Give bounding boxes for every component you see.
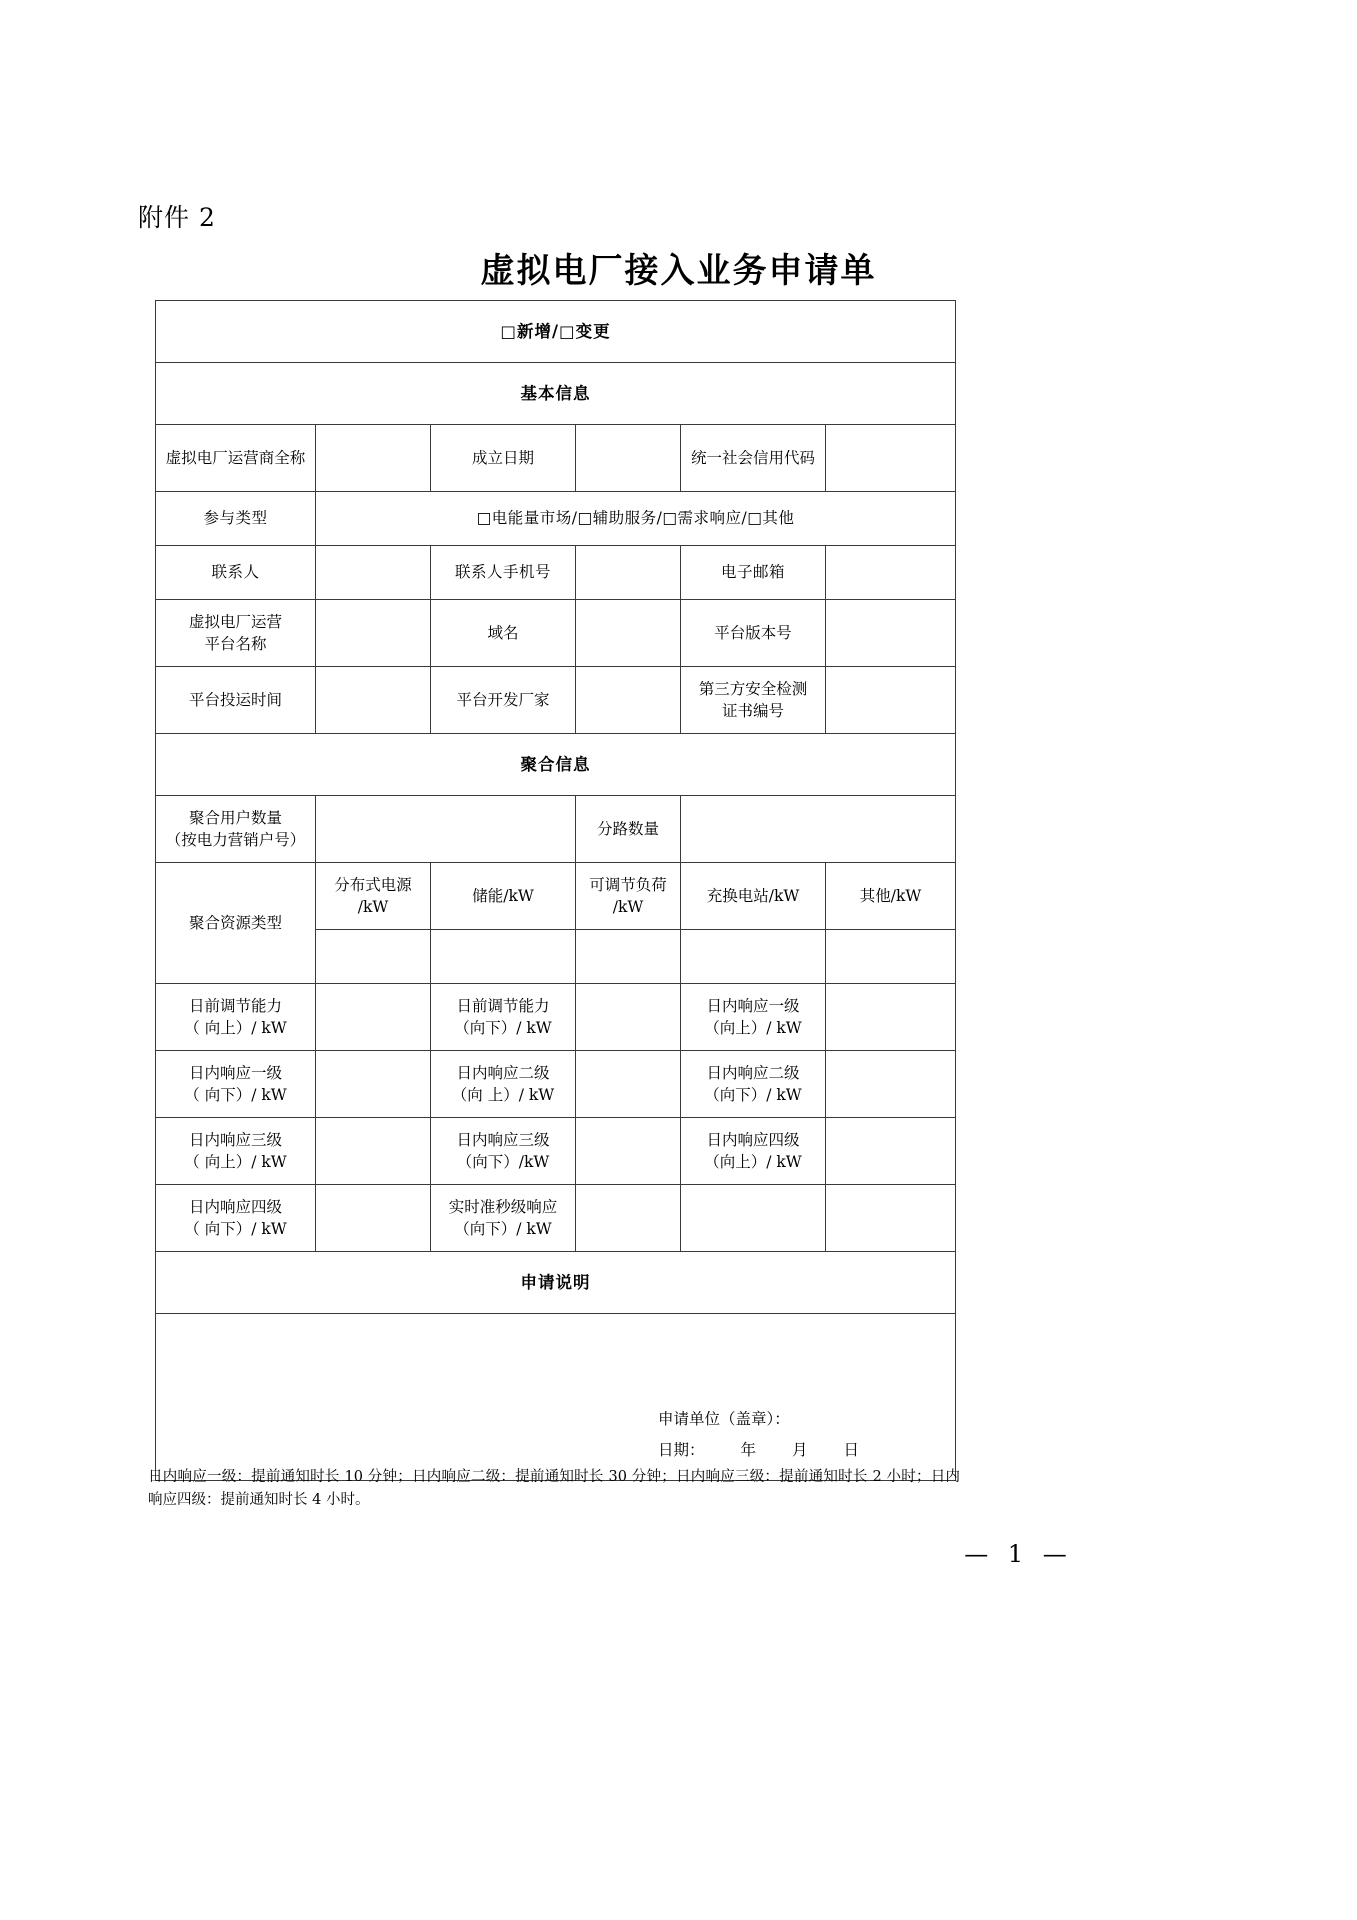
label-capability-0-c — [681, 984, 826, 1051]
input-platform-name[interactable] — [316, 600, 431, 667]
signature-unit: 申请单位（盖章）： — [657, 1410, 790, 1428]
signature-date-label: 日期： — [657, 1441, 705, 1459]
label-platform-vendor: 平台开发厂家 — [431, 667, 576, 734]
label-platform-version: 平台版本号 — [681, 600, 826, 667]
label-branch-count: 分路数量 — [576, 796, 681, 863]
input-charging-station[interactable] — [681, 930, 826, 984]
table-row — [156, 1051, 956, 1118]
label-capability-2-c-line2: （向上）/ kW — [704, 1153, 802, 1171]
section-header-explain: 申请说明 — [156, 1252, 956, 1314]
label-capability-2-b-line2: （向下）/kW — [456, 1153, 550, 1171]
label-distributed-generation — [316, 863, 431, 930]
label-capability-0-b-line1: 日前调节能力 — [456, 996, 550, 1015]
input-commission-time[interactable] — [316, 667, 431, 734]
input-security-cert[interactable] — [826, 667, 956, 734]
input-establish-date[interactable] — [576, 425, 681, 492]
label-capability-1-a-line2: （ 向下）/ kW — [184, 1086, 287, 1104]
table-row-explain-body — [156, 1314, 956, 1481]
label-credit-code: 统一社会信用代码 — [681, 425, 826, 492]
table-row — [156, 1118, 956, 1185]
label-operator-name: 虚拟电厂运营商全称 — [156, 425, 316, 492]
signature-block — [658, 1404, 859, 1466]
label-aggregated-users-line1: 聚合用户数量 — [188, 808, 282, 827]
input-participation-type[interactable]: □电能量市场/□辅助服务/□需求响应/□其他 — [316, 492, 956, 546]
input-credit-code[interactable] — [826, 425, 956, 492]
label-commission-time: 平台投运时间 — [156, 667, 316, 734]
label-capability-3-b — [431, 1185, 576, 1252]
table-row-section-basic — [156, 363, 956, 425]
label-establish-date: 成立日期 — [431, 425, 576, 492]
input-capability-0-b[interactable] — [576, 984, 681, 1051]
label-capability-3-a — [156, 1185, 316, 1252]
label-aggregated-users-line2: （按电力营销户号） — [165, 831, 306, 849]
label-capability-0-a-line1: 日前调节能力 — [188, 996, 282, 1015]
page-number-value: — 1 — — [964, 1540, 1073, 1568]
input-email[interactable] — [826, 546, 956, 600]
label-other-resource: 其他/kW — [826, 863, 956, 930]
input-domain[interactable] — [576, 600, 681, 667]
label-capability-2-c — [681, 1118, 826, 1185]
label-capability-1-a-line1: 日内响应一级 — [188, 1063, 282, 1082]
label-capability-2-b — [431, 1118, 576, 1185]
section-header-basic: 基本信息 — [156, 363, 956, 425]
label-security-cert-line2: 证书编号 — [721, 702, 784, 720]
label-platform-name-line2: 平台名称 — [204, 635, 267, 653]
footnote-text: 日内响应一级：提前通知时长 10 分钟；日内响应二级：提前通知时长 30 分钟；日内响应三级：提前通知时长 2 小时；日内响应四级：提前通知时长 4 小时。 — [148, 1469, 960, 1509]
table-row — [156, 984, 956, 1051]
explain-textarea[interactable] — [156, 1314, 956, 1481]
input-contact-person[interactable] — [316, 546, 431, 600]
input-capability-3-a[interactable] — [316, 1185, 431, 1252]
label-capability-1-c-line2: （向下）/ kW — [704, 1086, 802, 1104]
label-capability-2-a-line1: 日内响应三级 — [188, 1130, 282, 1149]
input-capability-3-c1[interactable] — [681, 1185, 826, 1252]
label-capability-1-b-line2: （向 上）/ kW — [451, 1086, 555, 1104]
input-aggregated-users[interactable] — [316, 796, 576, 863]
input-capability-2-b[interactable] — [576, 1118, 681, 1185]
input-operator-name[interactable] — [316, 425, 431, 492]
input-capability-0-c[interactable] — [826, 984, 956, 1051]
label-capability-0-b — [431, 984, 576, 1051]
label-capability-3-b-line2: （向下）/ kW — [454, 1220, 552, 1238]
label-capability-0-b-line2: （向下）/ kW — [454, 1019, 552, 1037]
label-platform-name-line1: 虚拟电厂运营 — [188, 612, 282, 631]
signature-year: 年 — [740, 1441, 756, 1459]
label-capability-2-a — [156, 1118, 316, 1185]
label-capability-3-a-line2: （ 向下）/ kW — [184, 1220, 287, 1238]
label-contact-phone: 联系人手机号 — [431, 546, 576, 600]
input-capability-3-b[interactable] — [576, 1185, 681, 1252]
input-other-resource[interactable] — [826, 930, 956, 984]
signature-date — [658, 1435, 859, 1466]
input-branch-count[interactable] — [681, 796, 956, 863]
input-capability-0-a[interactable] — [316, 984, 431, 1051]
label-distributed-generation-line1: 分布式电源 — [334, 875, 412, 894]
label-resource-type: 聚合资源类型 — [156, 863, 316, 984]
input-platform-vendor[interactable] — [576, 667, 681, 734]
input-capability-1-a[interactable] — [316, 1051, 431, 1118]
input-capability-2-c[interactable] — [826, 1118, 956, 1185]
page-title: 虚拟电厂接入业务申请单 — [480, 251, 877, 291]
input-distributed-generation[interactable] — [316, 930, 431, 984]
label-capability-3-b-line1: 实时准秒级响应 — [448, 1197, 558, 1216]
application-form-table — [155, 300, 956, 1481]
label-adjustable-load — [576, 863, 681, 930]
input-capability-1-b[interactable] — [576, 1051, 681, 1118]
label-capability-0-a — [156, 984, 316, 1051]
label-domain: 域名 — [431, 600, 576, 667]
signature-day: 日 — [843, 1441, 859, 1459]
label-contact-person: 联系人 — [156, 546, 316, 600]
label-capability-2-a-line2: （ 向上）/ kW — [184, 1153, 287, 1171]
signature-month: 月 — [791, 1441, 808, 1459]
table-row — [156, 1185, 956, 1252]
label-adjustable-load-line1: 可调节负荷 — [589, 875, 667, 894]
table-row — [156, 546, 956, 600]
table-row — [156, 667, 956, 734]
page-number — [0, 1540, 1357, 1568]
label-participation-type: 参与类型 — [156, 492, 316, 546]
input-contact-phone[interactable] — [576, 546, 681, 600]
label-capability-1-b — [431, 1051, 576, 1118]
input-platform-version[interactable] — [826, 600, 956, 667]
table-row — [156, 796, 956, 863]
table-row — [156, 492, 956, 546]
table-row — [156, 425, 956, 492]
label-distributed-generation-line2: /kW — [357, 898, 389, 916]
label-charging-station: 充换电站/kW — [681, 863, 826, 930]
label-adjustable-load-line2: /kW — [612, 898, 644, 916]
label-capability-1-c — [681, 1051, 826, 1118]
table-row-section-explain — [156, 1252, 956, 1314]
label-capability-2-c-line1: 日内响应四级 — [706, 1130, 800, 1149]
label-platform-name — [156, 600, 316, 667]
label-capability-1-a — [156, 1051, 316, 1118]
label-capability-0-c-line1: 日内响应一级 — [706, 996, 800, 1015]
input-storage[interactable] — [431, 930, 576, 984]
table-row — [156, 600, 956, 667]
input-capability-2-a[interactable] — [316, 1118, 431, 1185]
label-email: 电子邮箱 — [681, 546, 826, 600]
table-row-section-aggregate — [156, 734, 956, 796]
attachment-label: 附件 2 — [138, 203, 216, 232]
label-capability-3-a-line1: 日内响应四级 — [188, 1197, 282, 1216]
label-aggregated-users — [156, 796, 316, 863]
input-capability-3-c2[interactable] — [826, 1185, 956, 1252]
label-security-cert-line1: 第三方安全检测 — [698, 679, 808, 698]
table-row-type — [156, 301, 956, 363]
label-capability-0-c-line2: （向上）/ kW — [704, 1019, 802, 1037]
input-adjustable-load[interactable] — [576, 930, 681, 984]
table-row — [156, 863, 956, 930]
input-capability-1-c[interactable] — [826, 1051, 956, 1118]
label-storage: 储能/kW — [431, 863, 576, 930]
section-header-aggregate: 聚合信息 — [156, 734, 956, 796]
label-capability-2-b-line1: 日内响应三级 — [456, 1130, 550, 1149]
label-capability-1-c-line1: 日内响应二级 — [706, 1063, 800, 1082]
label-capability-1-b-line1: 日内响应二级 — [456, 1063, 550, 1082]
label-security-cert — [681, 667, 826, 734]
label-capability-0-a-line2: （ 向上）/ kW — [184, 1019, 287, 1037]
type-selection-cell[interactable]: □新增/□变更 — [156, 301, 956, 363]
